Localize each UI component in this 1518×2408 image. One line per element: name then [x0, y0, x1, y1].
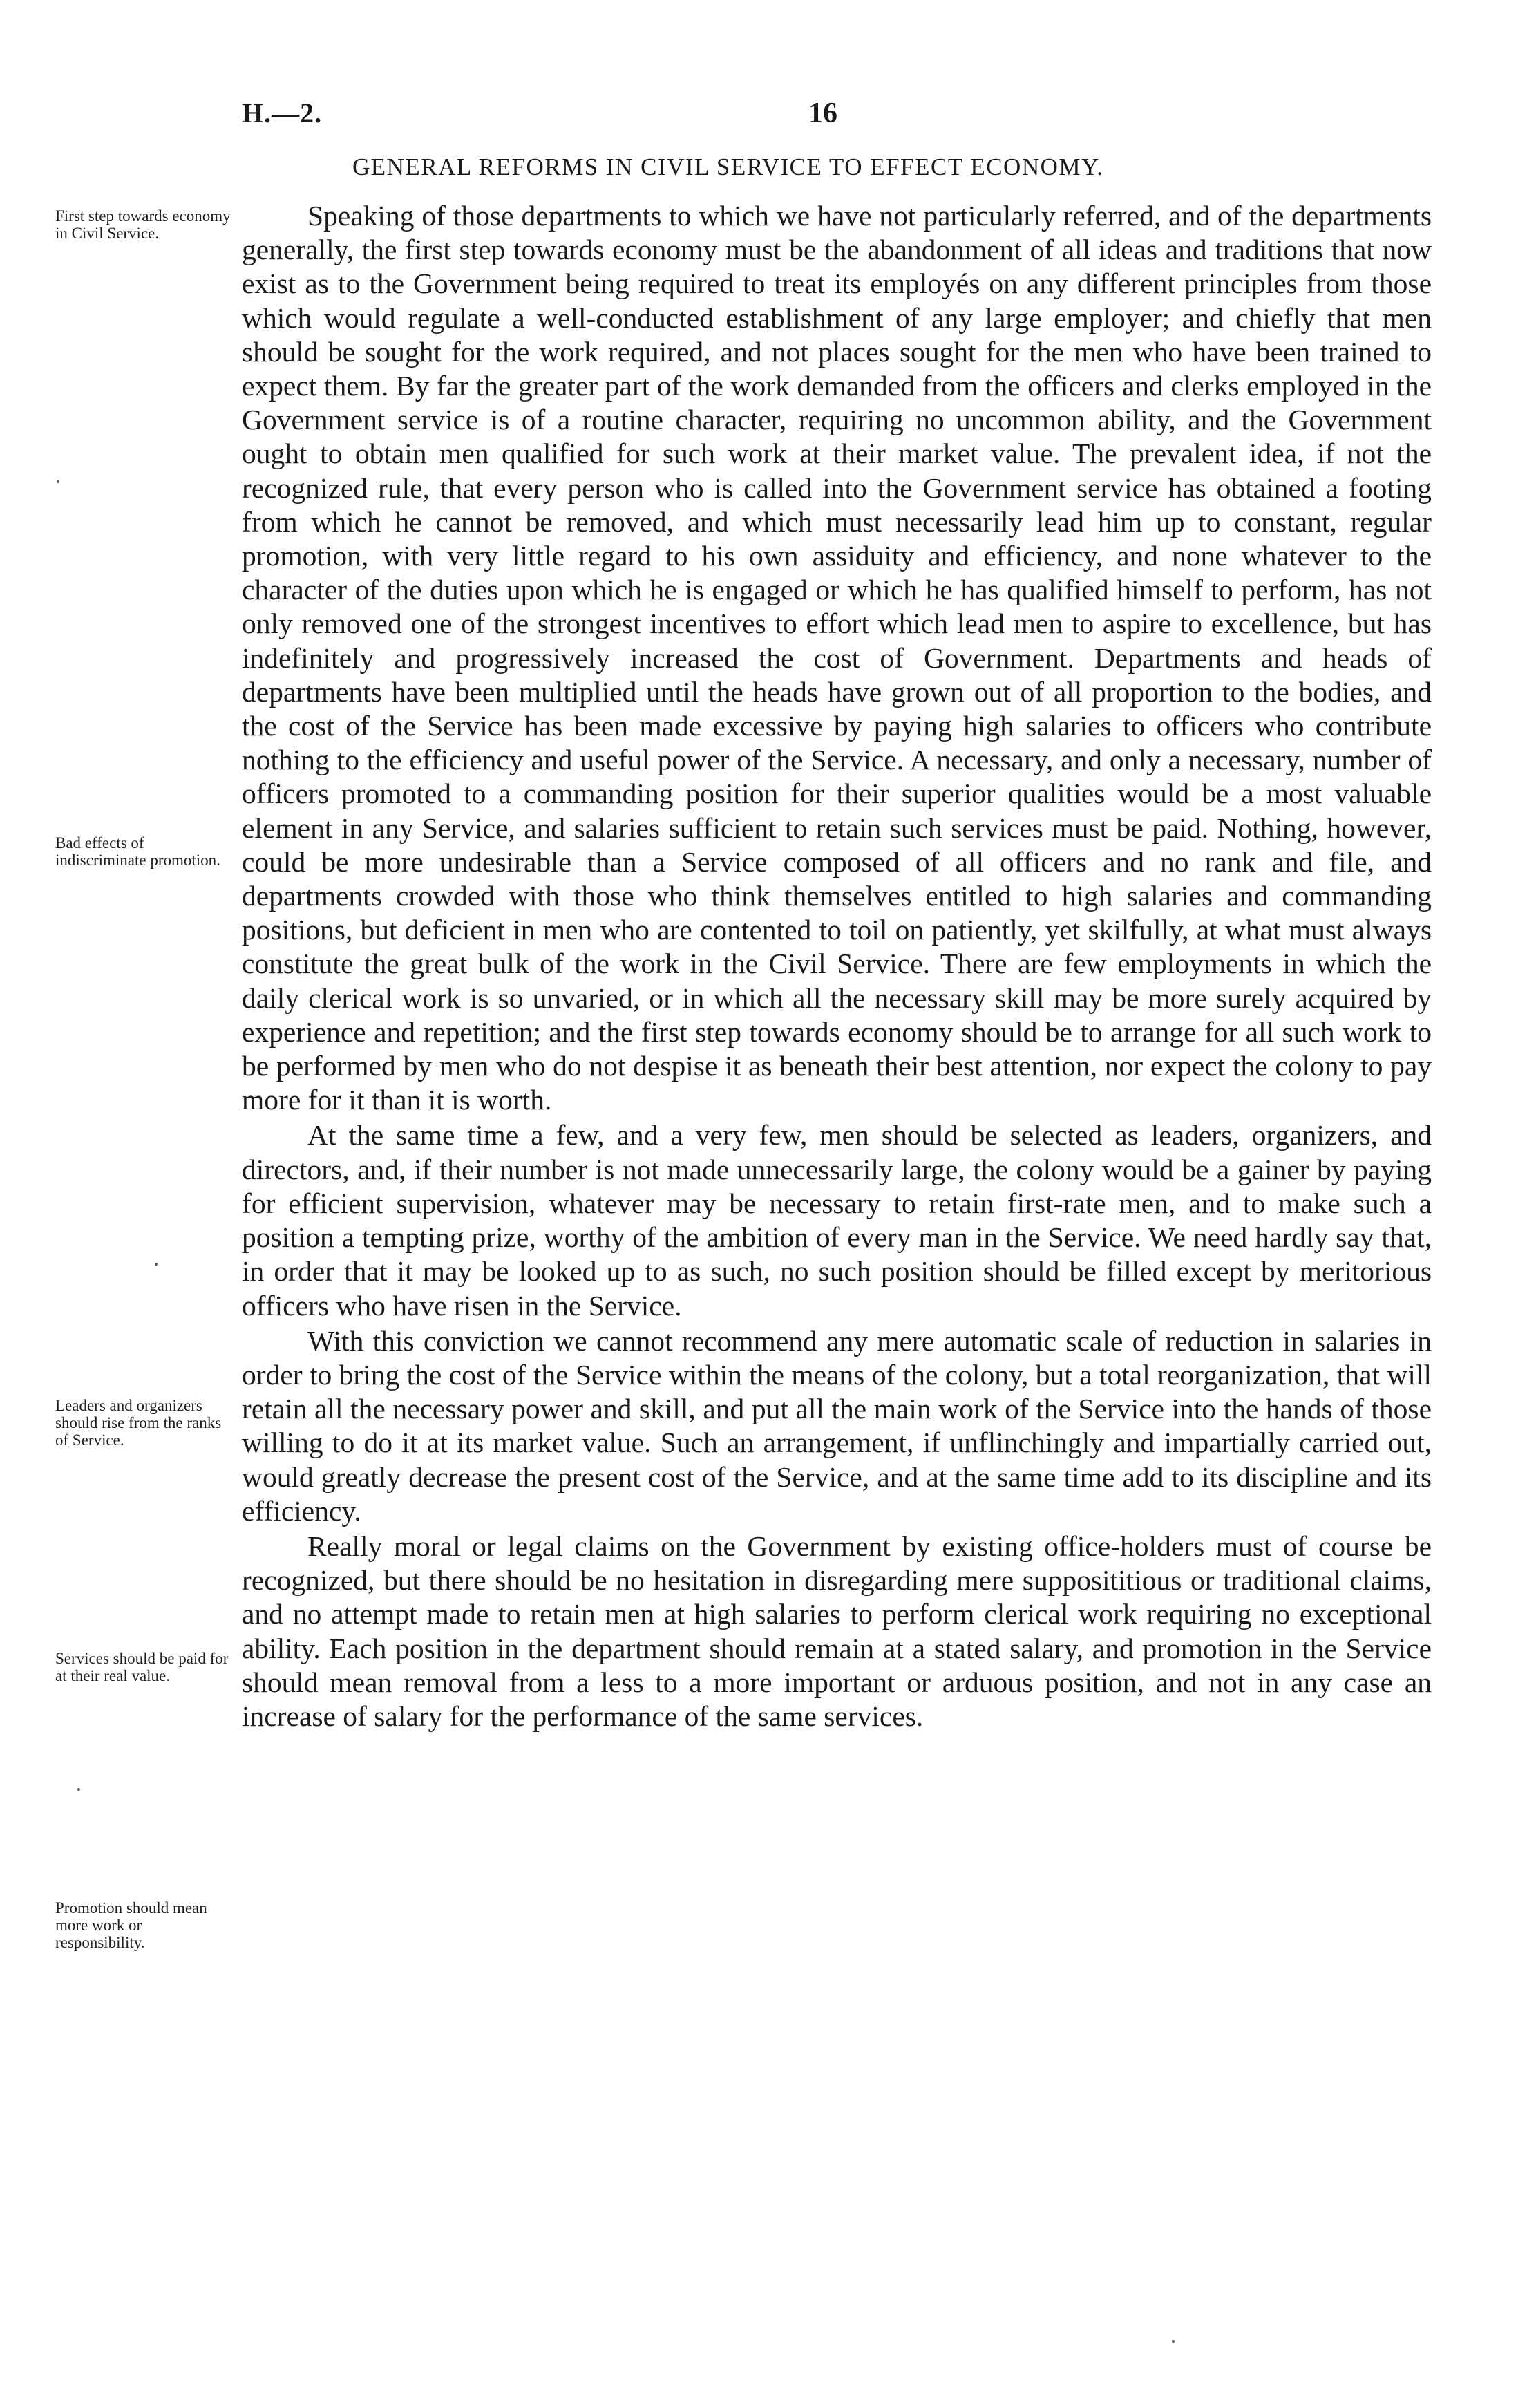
marginal-note-leaders: Leaders and organizers should rise from the ranks of Service. — [55, 1397, 222, 1449]
body-text — [242, 199, 1432, 1735]
marginal-note-first-step: First step towards economy in Civil Service. — [55, 207, 231, 242]
marginal-note-promotion: Promotion should mean more work or responsibility. — [55, 1899, 207, 1951]
page-reference: H.—2. — [242, 97, 323, 129]
page-header — [242, 97, 1430, 138]
paragraph: At the same time a few, and a very few, men should be selected as leaders, organizers, and directors, and, if their number is not made unnecessarily large, the colony would be a gainer by paying for efficient supervision, whatever may be necessary to retain first-rate men, and to make such a position a tempting prize, worthy of the ambition of every man in the Service. We need hardly say that, in order that it may be looked up to as such, no such position should be filled except by meritorious officers who have risen in the Service. — [242, 1119, 1432, 1321]
print-speck — [155, 1263, 158, 1266]
print-speck — [77, 1788, 80, 1791]
paragraph: Really moral or legal claims on the Government by existing office-holders must of course be recognized, but there should be no hesitation in disregarding mere supposititious or traditional claims, and no attempt made to retain men at high salaries to perform clerical work requiring no exceptional ability. Each position in the department should remain at a stated salary, and promotion in the Service should mean removal from a less to a more important or arduous position, and not in any case an increase of salary for the performance of the same services. — [242, 1530, 1432, 1732]
paragraph: Speaking of those departments to which we have not particularly referred, and of the departments generally, the first step towards economy must be the abandonment of all ideas and traditions that now exist as to the Government being required to treat its employés on any different principles from those which would regulate a well-conducted establishment of any large employer; and chiefly that men should be sought for the work required, and not places sought for the men who have been trained to expect them. By far the greater part of the work demanded from the officers and clerks employed in the Government service is of a routine character, requiring no uncommon ability, and the Government ought to obtain men qualified for such work at their market value. The prevalent idea, if not the recognized rule, that every person who is called into the Government service has obtained a footing from which he cannot be removed, and which must necessarily lead him up to constant, regular promotion, with very little regard to his own assiduity and efficiency, and none whatever to the character of the duties upon which he is engaged or which he has qualified himself to perform, has not only removed one of the strongest incentives to effort which lead men to aspire to excellence, but has indefinitely and progressively increased the cost of Government. Departments and heads of departments have been multiplied until the heads have grown out of all proportion to the bodies, and the cost of the Service has been made excessive by paying high salaries to officers who contribute nothing to the efficiency and useful power of the Service. A necessary, and only a necessary, number of officers promoted to a commanding position for their superior qualities would be a most valuable element in any Service, and salaries sufficient to retain such services must be paid. Nothing, however, could be more undesirable than a Service composed of all officers and no rank and file, and departments crowded with those who think themselves entitled to high salaries and commanding positions, but deficient in men who are contented to toil on patiently, yet skilfully, at what must always constitute the great bulk of the work in the Civil Service. There are few employments in which the daily clerical work is so unvaried, or in which all the necessary skill may be more surely acquired by experience and repetition; and the first step towards economy should be to arrange for all such work to be performed by men who do not despise it as beneath their best attention, nor expect the colony to pay more for it than it is worth. — [242, 200, 1432, 1116]
marginal-note-services-paid: Services should be paid for at their real value. — [55, 1650, 229, 1684]
paragraph: With this conviction we cannot recommend any mere automatic scale of reduction in salaries in order to bring the cost of the Service within the means of the colony, but a total reorganization, that will retain all the necessary power and skill, and put all the main work of the Service into the hands of those willing to do it at its market value. Such an arrangement, if unflinchingly and impartially carried out, would greatly decrease the present cost of the Service, and at the same time add to its discipline and its efficiency. — [242, 1324, 1432, 1527]
print-speck — [1172, 2340, 1175, 2343]
section-title: GENERAL REFORMS IN CIVIL SERVICE TO EFFECT ECONOMY. — [352, 153, 1104, 180]
page-number: 16 — [808, 97, 837, 129]
print-speck — [57, 480, 59, 483]
marginal-note-bad-effects: Bad effects of indiscriminate promotion. — [55, 834, 220, 869]
